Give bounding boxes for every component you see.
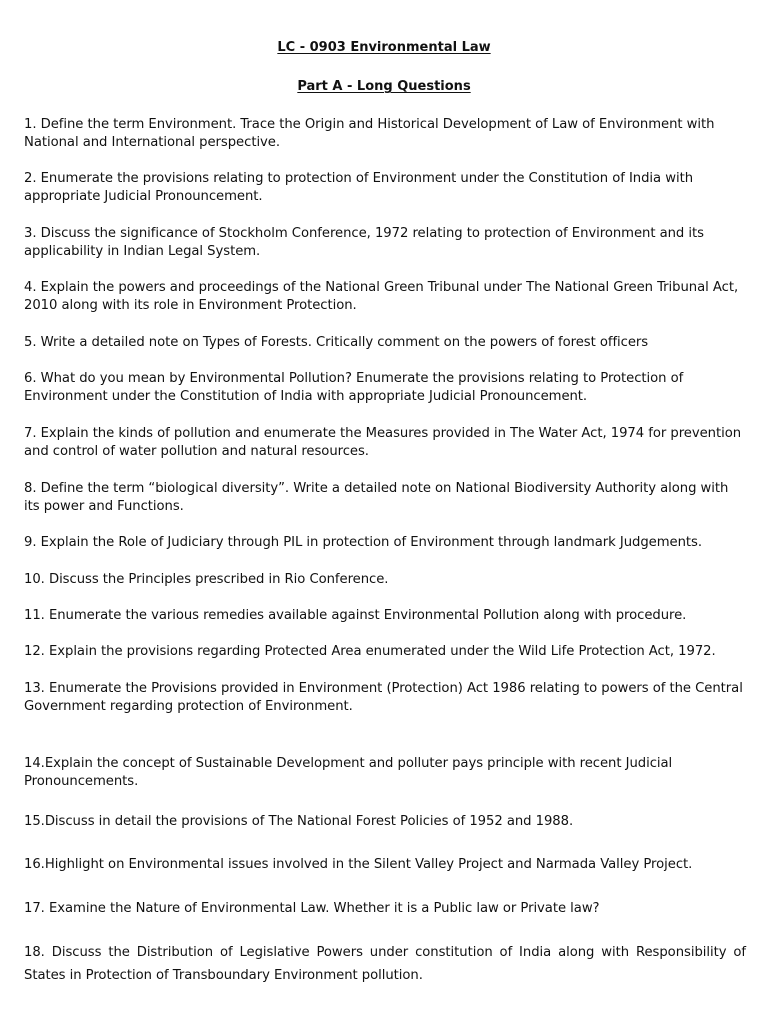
question-5: 5. Write a detailed note on Types of Forests. Critically comment on the powers of forest officers bbox=[24, 335, 649, 350]
question-8: 8. Define the term “biological diversity”. Write a detailed note on National Biodiversity Authority along with its power and Functions. bbox=[24, 481, 729, 515]
question-9: 9. Explain the Role of Judiciary through PIL in protection of Environment through landmark Judgements. bbox=[24, 535, 702, 550]
question-1: 1. Define the term Environment. Trace the Origin and Historical Development of Law of Environment with National and International perspective. bbox=[24, 117, 715, 151]
question-6: 6. What do you mean by Environmental Pollution? Enumerate the provisions relating to Protection of Environment under the Constitution of India with appropriate Judicial Pronouncement. bbox=[24, 371, 684, 405]
question-2: 2. Enumerate the provisions relating to protection of Environment under the Constitution of India with appropriate Judicial Pronouncement. bbox=[24, 171, 694, 205]
question-18: 18. Discuss the Distribution of Legislative Powers under constitution of India along with Responsibility of States in Protection of Transboundary Environment pollution. bbox=[24, 945, 746, 983]
question-13: 13. Enumerate the Provisions provided in Environment (Protection) Act 1986 relating to powers of the Central Government regarding protection of Environment. bbox=[24, 681, 743, 715]
document-title: LC - 0903 Environmental Law bbox=[277, 40, 491, 55]
document-subtitle: Part A - Long Questions bbox=[297, 79, 471, 94]
question-10: 10. Discuss the Principles prescribed in Rio Conference. bbox=[24, 572, 389, 587]
question-11: 11. Enumerate the various remedies available against Environmental Pollution along with procedure. bbox=[24, 608, 687, 623]
question-12: 12. Explain the provisions regarding Protected Area enumerated under the Wild Life Protection Act, 1972. bbox=[24, 644, 716, 659]
question-14: 14.Explain the concept of Sustainable Development and polluter pays principle with recent Judicial Pronouncements. bbox=[24, 756, 673, 790]
question-3: 3. Discuss the significance of Stockholm Conference, 1972 relating to protection of Environment and its applicability in Indian Legal System. bbox=[24, 226, 704, 260]
question-4: 4. Explain the powers and proceedings of the National Green Tribunal under The National Green Tribunal Act, 2010 along with its role in Environment Protection. bbox=[24, 280, 739, 314]
question-15: 15.Discuss in detail the provisions of The National Forest Policies of 1952 and 1988. bbox=[24, 814, 574, 829]
question-7: 7. Explain the kinds of pollution and enumerate the Measures provided in The Water Act, 1974 for prevention and control of water pollution and natural resources. bbox=[24, 426, 742, 460]
question-17: 17. Examine the Nature of Environmental Law. Whether it is a Public law or Private law? bbox=[24, 901, 600, 916]
question-16: 16.Highlight on Environmental issues involved in the Silent Valley Project and Narmada Valley Project. bbox=[24, 857, 693, 872]
